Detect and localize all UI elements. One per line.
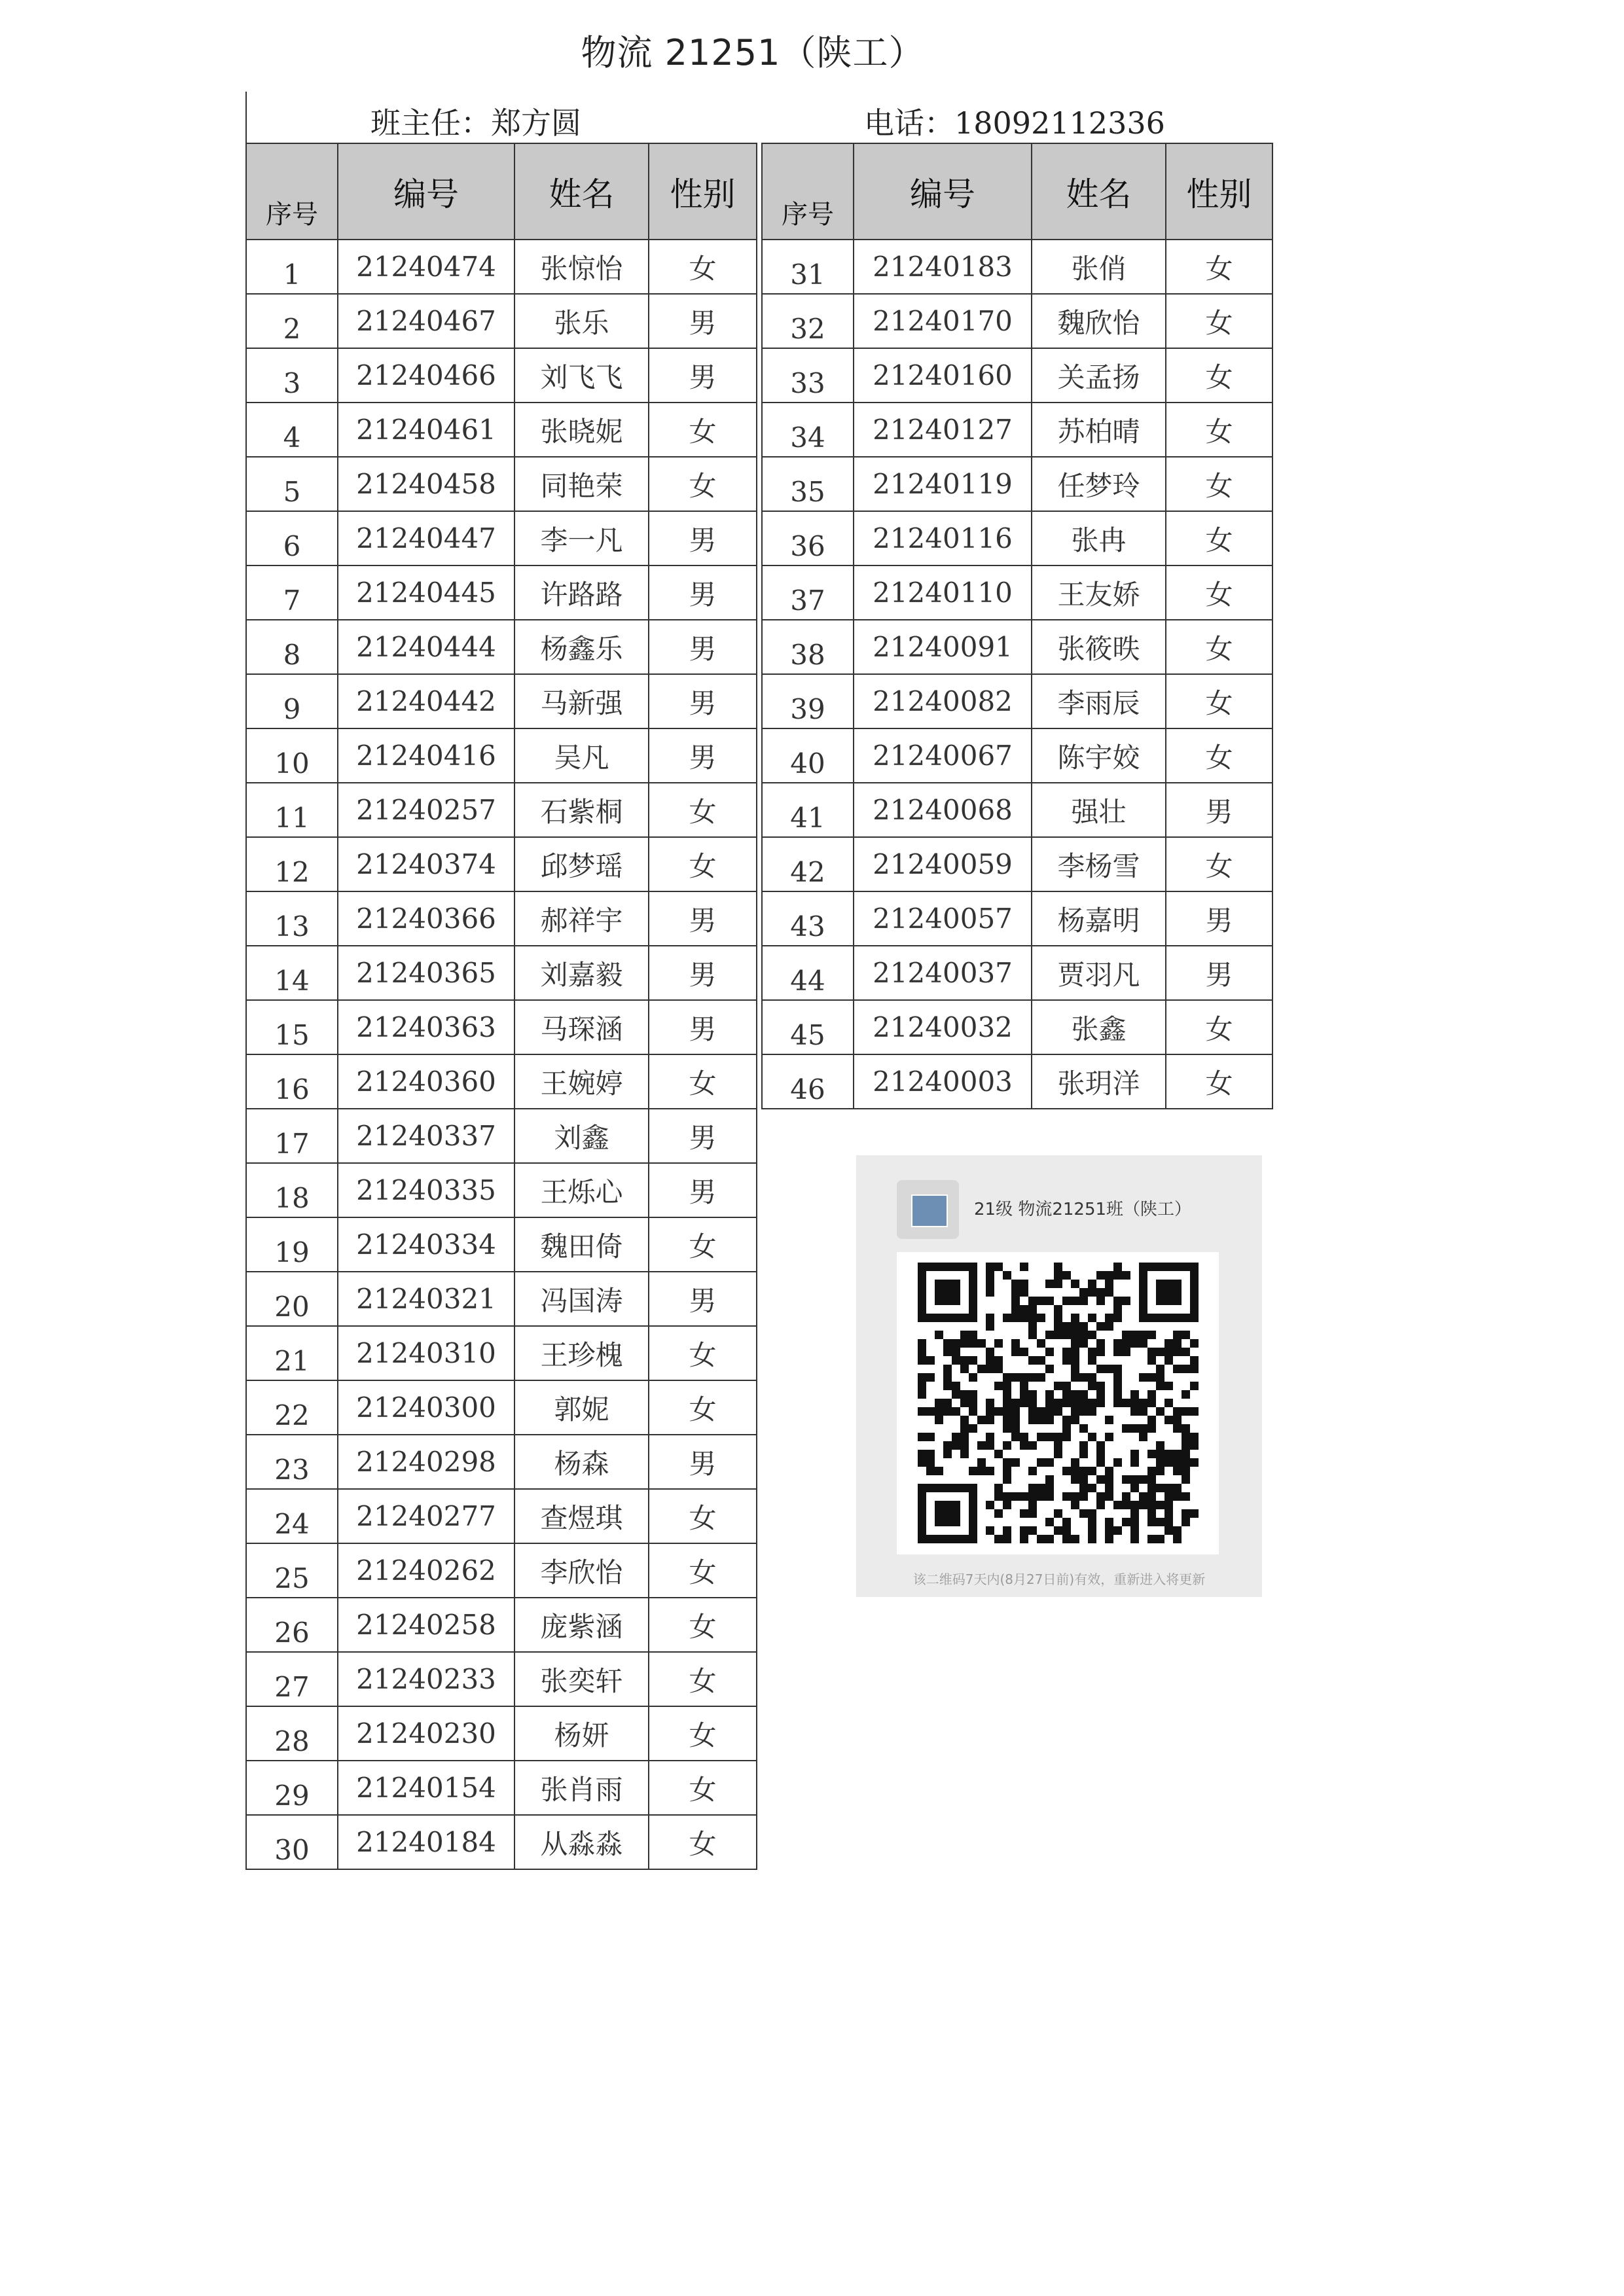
table-row — [762, 837, 1272, 891]
table-row — [246, 1380, 757, 1435]
row-seq: 13 — [246, 891, 338, 946]
row-name: 李雨辰 — [1032, 674, 1166, 728]
row-name: 郭妮 — [514, 1380, 649, 1435]
table-row — [246, 511, 757, 565]
table-row — [246, 1598, 757, 1652]
row-id: 21240183 — [854, 240, 1032, 294]
row-id: 21240119 — [854, 457, 1032, 511]
row-gender: 女 — [649, 1706, 757, 1761]
row-seq: 2 — [246, 294, 338, 348]
row-name: 杨妍 — [514, 1706, 649, 1761]
row-gender: 女 — [649, 1761, 757, 1815]
table-row — [246, 1326, 757, 1380]
table-row — [246, 294, 757, 348]
row-id: 21240277 — [338, 1489, 514, 1543]
row-gender: 女 — [649, 837, 757, 891]
row-id: 21240461 — [338, 403, 514, 457]
table-row — [762, 946, 1272, 1000]
row-seq: 9 — [246, 674, 338, 728]
row-seq: 29 — [246, 1761, 338, 1815]
qr-card — [856, 1155, 1262, 1597]
row-gender: 男 — [649, 565, 757, 620]
table-row — [246, 946, 757, 1000]
row-gender: 女 — [1166, 511, 1272, 565]
table-row — [762, 891, 1272, 946]
row-name: 张乐 — [514, 294, 649, 348]
header-gender: 性别 — [649, 143, 757, 240]
table-row — [762, 403, 1272, 457]
row-seq: 19 — [246, 1217, 338, 1272]
row-name: 李杨雪 — [1032, 837, 1166, 891]
row-gender: 女 — [649, 1054, 757, 1109]
row-name: 杨鑫乐 — [514, 620, 649, 674]
header-seq: 序号 — [762, 143, 854, 240]
row-id: 21240300 — [338, 1380, 514, 1435]
table-row — [246, 457, 757, 511]
row-name: 刘嘉毅 — [514, 946, 649, 1000]
row-id: 21240059 — [854, 837, 1032, 891]
row-id: 21240037 — [854, 946, 1032, 1000]
row-id: 21240068 — [854, 783, 1032, 837]
row-id: 21240360 — [338, 1054, 514, 1109]
row-id: 21240467 — [338, 294, 514, 348]
table-header-row — [246, 143, 757, 240]
row-name: 魏田倚 — [514, 1217, 649, 1272]
row-name: 张冉 — [1032, 511, 1166, 565]
table-row — [246, 891, 757, 946]
row-seq: 41 — [762, 783, 854, 837]
header-seq: 序号 — [246, 143, 338, 240]
row-id: 21240458 — [338, 457, 514, 511]
row-seq: 43 — [762, 891, 854, 946]
row-gender: 女 — [649, 457, 757, 511]
row-seq: 20 — [246, 1272, 338, 1326]
row-gender: 女 — [649, 1815, 757, 1869]
table-row — [762, 565, 1272, 620]
row-id: 21240110 — [854, 565, 1032, 620]
row-seq: 36 — [762, 511, 854, 565]
row-gender: 男 — [1166, 891, 1272, 946]
row-gender: 男 — [649, 728, 757, 783]
row-seq: 25 — [246, 1543, 338, 1598]
row-id: 21240258 — [338, 1598, 514, 1652]
row-name: 同艳荣 — [514, 457, 649, 511]
table-row — [762, 457, 1272, 511]
row-name: 刘飞飞 — [514, 348, 649, 403]
row-gender: 女 — [649, 240, 757, 294]
row-seq: 21 — [246, 1326, 338, 1380]
row-name: 任梦玲 — [1032, 457, 1166, 511]
row-id: 21240057 — [854, 891, 1032, 946]
row-gender: 男 — [649, 1000, 757, 1054]
row-seq: 33 — [762, 348, 854, 403]
row-id: 21240447 — [338, 511, 514, 565]
table-header-row — [762, 143, 1272, 240]
table-row — [762, 728, 1272, 783]
row-seq: 23 — [246, 1435, 338, 1489]
row-seq: 15 — [246, 1000, 338, 1054]
row-id: 21240154 — [338, 1761, 514, 1815]
row-name: 贾羽凡 — [1032, 946, 1166, 1000]
row-id: 21240363 — [338, 1000, 514, 1054]
row-id: 21240365 — [338, 946, 514, 1000]
row-name: 邱梦瑶 — [514, 837, 649, 891]
row-id: 21240184 — [338, 1815, 514, 1869]
row-id: 21240444 — [338, 620, 514, 674]
row-seq: 26 — [246, 1598, 338, 1652]
qr-finder-icon — [918, 1484, 977, 1543]
row-gender: 女 — [1166, 674, 1272, 728]
row-seq: 37 — [762, 565, 854, 620]
row-name: 关孟扬 — [1032, 348, 1166, 403]
row-seq: 32 — [762, 294, 854, 348]
phone-info: 电话：18092112336 — [864, 105, 1165, 141]
table-row — [246, 1706, 757, 1761]
row-id: 21240160 — [854, 348, 1032, 403]
row-seq: 35 — [762, 457, 854, 511]
row-name: 张筱昳 — [1032, 620, 1166, 674]
table-row — [246, 403, 757, 457]
table-row — [762, 348, 1272, 403]
row-name: 张俏 — [1032, 240, 1166, 294]
row-seq: 31 — [762, 240, 854, 294]
row-name: 杨嘉明 — [1032, 891, 1166, 946]
row-seq: 22 — [246, 1380, 338, 1435]
row-gender: 女 — [1166, 1000, 1272, 1054]
row-id: 21240321 — [338, 1272, 514, 1326]
row-seq: 24 — [246, 1489, 338, 1543]
table-row — [762, 240, 1272, 294]
row-id: 21240416 — [338, 728, 514, 783]
row-gender: 女 — [649, 1380, 757, 1435]
row-id: 21240337 — [338, 1109, 514, 1163]
row-name: 李欣怡 — [514, 1543, 649, 1598]
row-gender: 男 — [649, 674, 757, 728]
row-name: 冯国涛 — [514, 1272, 649, 1326]
row-name: 石紫桐 — [514, 783, 649, 837]
row-seq: 39 — [762, 674, 854, 728]
row-seq: 16 — [246, 1054, 338, 1109]
row-seq: 46 — [762, 1054, 854, 1109]
row-seq: 10 — [246, 728, 338, 783]
table-row — [762, 294, 1272, 348]
row-seq: 34 — [762, 403, 854, 457]
row-seq: 11 — [246, 783, 338, 837]
table-row — [246, 728, 757, 783]
row-name: 张奕轩 — [514, 1652, 649, 1706]
table-row — [246, 1652, 757, 1706]
header-name: 姓名 — [514, 143, 649, 240]
row-gender: 女 — [649, 1598, 757, 1652]
row-seq: 12 — [246, 837, 338, 891]
row-name: 张惊怡 — [514, 240, 649, 294]
row-gender: 女 — [1166, 1054, 1272, 1109]
table-row — [762, 1054, 1272, 1109]
table-row — [246, 1489, 757, 1543]
row-id: 21240298 — [338, 1435, 514, 1489]
divider-line — [245, 92, 247, 143]
row-gender: 男 — [649, 511, 757, 565]
row-name: 从淼淼 — [514, 1815, 649, 1869]
row-id: 21240032 — [854, 1000, 1032, 1054]
row-name: 王婉婷 — [514, 1054, 649, 1109]
table-row — [762, 674, 1272, 728]
row-gender: 女 — [649, 1326, 757, 1380]
table-row — [246, 1815, 757, 1869]
table-row — [762, 620, 1272, 674]
row-name: 张鑫 — [1032, 1000, 1166, 1054]
row-gender: 女 — [649, 1489, 757, 1543]
table-row — [246, 1761, 757, 1815]
row-gender: 女 — [1166, 837, 1272, 891]
roster-table-left — [245, 143, 757, 1870]
teacher-info: 班主任：郑方圆 — [370, 105, 581, 141]
row-seq: 28 — [246, 1706, 338, 1761]
row-id: 21240170 — [854, 294, 1032, 348]
row-gender: 女 — [1166, 620, 1272, 674]
table-row — [246, 620, 757, 674]
row-gender: 女 — [649, 783, 757, 837]
row-gender: 男 — [649, 1109, 757, 1163]
row-gender: 男 — [649, 1435, 757, 1489]
row-gender: 女 — [1166, 240, 1272, 294]
row-gender: 女 — [1166, 294, 1272, 348]
row-id: 21240442 — [338, 674, 514, 728]
row-name: 陈宇姣 — [1032, 728, 1166, 783]
row-name: 强壮 — [1032, 783, 1166, 837]
table-row — [246, 240, 757, 294]
row-name: 李一凡 — [514, 511, 649, 565]
table-row — [246, 1109, 757, 1163]
row-name: 马新强 — [514, 674, 649, 728]
group-avatar — [897, 1180, 959, 1239]
row-name: 苏柏晴 — [1032, 403, 1166, 457]
table-row — [246, 783, 757, 837]
table-row — [246, 1435, 757, 1489]
row-gender: 女 — [1166, 348, 1272, 403]
page-title: 物流 21251（陕工） — [581, 32, 925, 73]
row-seq: 27 — [246, 1652, 338, 1706]
row-id: 21240334 — [338, 1217, 514, 1272]
row-seq: 44 — [762, 946, 854, 1000]
qr-finder-icon — [1139, 1263, 1199, 1322]
table-row — [762, 783, 1272, 837]
row-name: 张玥洋 — [1032, 1054, 1166, 1109]
row-gender: 男 — [1166, 783, 1272, 837]
row-gender: 男 — [649, 891, 757, 946]
qr-code[interactable] — [897, 1252, 1219, 1554]
table-row — [246, 1054, 757, 1109]
row-name: 王烁心 — [514, 1163, 649, 1217]
row-seq: 17 — [246, 1109, 338, 1163]
row-gender: 女 — [649, 403, 757, 457]
row-seq: 14 — [246, 946, 338, 1000]
row-gender: 女 — [649, 1652, 757, 1706]
row-seq: 30 — [246, 1815, 338, 1869]
qr-caption: 该二维码7天内(8月27日前)有效，重新进入将更新 — [912, 1571, 1206, 1587]
row-name: 马琛涵 — [514, 1000, 649, 1054]
row-name: 张晓妮 — [514, 403, 649, 457]
row-seq: 3 — [246, 348, 338, 403]
row-seq: 4 — [246, 403, 338, 457]
row-seq: 18 — [246, 1163, 338, 1217]
table-row — [246, 1000, 757, 1054]
row-name: 郝祥宇 — [514, 891, 649, 946]
table-row — [246, 1543, 757, 1598]
row-gender: 男 — [1166, 946, 1272, 1000]
row-name: 庞紫涵 — [514, 1598, 649, 1652]
row-id: 21240310 — [338, 1326, 514, 1380]
row-id: 21240445 — [338, 565, 514, 620]
avatar-image-icon — [911, 1194, 948, 1227]
row-gender: 男 — [649, 1272, 757, 1326]
row-id: 21240067 — [854, 728, 1032, 783]
row-id: 21240233 — [338, 1652, 514, 1706]
row-gender: 女 — [1166, 403, 1272, 457]
header-id: 编号 — [854, 143, 1032, 240]
row-gender: 女 — [1166, 728, 1272, 783]
row-name: 王珍槐 — [514, 1326, 649, 1380]
row-id: 21240262 — [338, 1543, 514, 1598]
table-row — [246, 837, 757, 891]
header-id: 编号 — [338, 143, 514, 240]
row-gender: 女 — [649, 1217, 757, 1272]
header-name: 姓名 — [1032, 143, 1166, 240]
row-id: 21240230 — [338, 1706, 514, 1761]
row-gender: 女 — [1166, 457, 1272, 511]
row-name: 查煜琪 — [514, 1489, 649, 1543]
row-id: 21240474 — [338, 240, 514, 294]
row-id: 21240003 — [854, 1054, 1032, 1109]
row-seq: 5 — [246, 457, 338, 511]
roster-table-right — [761, 143, 1273, 1109]
row-name: 杨森 — [514, 1435, 649, 1489]
row-id: 21240082 — [854, 674, 1032, 728]
row-seq: 6 — [246, 511, 338, 565]
row-name: 吴凡 — [514, 728, 649, 783]
table-row — [246, 1272, 757, 1326]
row-id: 21240366 — [338, 891, 514, 946]
row-name: 许路路 — [514, 565, 649, 620]
qr-finder-icon — [918, 1263, 977, 1322]
table-row — [246, 348, 757, 403]
row-name: 魏欣怡 — [1032, 294, 1166, 348]
table-row — [246, 1217, 757, 1272]
table-row — [762, 1000, 1272, 1054]
header-gender: 性别 — [1166, 143, 1272, 240]
row-name: 张肖雨 — [514, 1761, 649, 1815]
table-row — [246, 565, 757, 620]
row-seq: 38 — [762, 620, 854, 674]
row-seq: 40 — [762, 728, 854, 783]
table-row — [762, 511, 1272, 565]
table-row — [246, 674, 757, 728]
row-name: 刘鑫 — [514, 1109, 649, 1163]
row-id: 21240466 — [338, 348, 514, 403]
row-seq: 8 — [246, 620, 338, 674]
row-id: 21240374 — [338, 837, 514, 891]
row-gender: 男 — [649, 294, 757, 348]
row-seq: 45 — [762, 1000, 854, 1054]
row-id: 21240335 — [338, 1163, 514, 1217]
row-id: 21240257 — [338, 783, 514, 837]
qr-code-icon — [897, 1252, 1219, 1554]
row-gender: 女 — [649, 1543, 757, 1598]
qr-group-name: 21级 物流21251班（陕工） — [974, 1200, 1192, 1219]
row-id: 21240127 — [854, 403, 1032, 457]
row-gender: 男 — [649, 946, 757, 1000]
row-id: 21240116 — [854, 511, 1032, 565]
row-gender: 男 — [649, 348, 757, 403]
row-gender: 男 — [649, 620, 757, 674]
row-id: 21240091 — [854, 620, 1032, 674]
row-name: 王友娇 — [1032, 565, 1166, 620]
table-row — [246, 1163, 757, 1217]
row-gender: 男 — [649, 1163, 757, 1217]
row-seq: 1 — [246, 240, 338, 294]
row-seq: 42 — [762, 837, 854, 891]
row-gender: 女 — [1166, 565, 1272, 620]
row-seq: 7 — [246, 565, 338, 620]
